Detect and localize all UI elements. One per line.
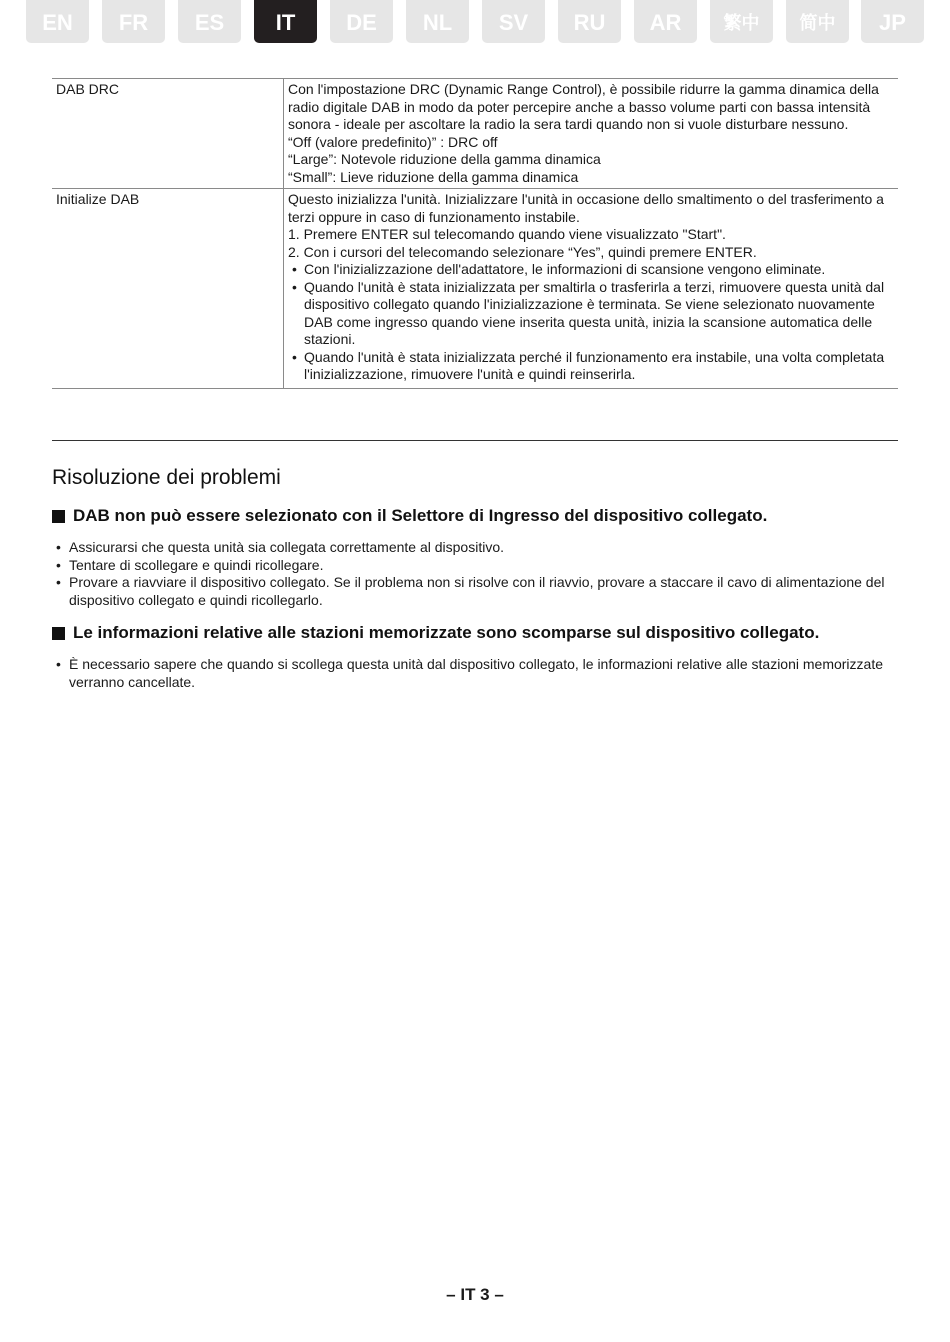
setting-description xyxy=(284,79,899,189)
description-line: “Off (valore predefinito)” : DRC off xyxy=(288,133,498,150)
bullet-icon: • xyxy=(292,261,297,277)
problem-heading-text: Le informazioni relative alle stazioni memorizzate sono scomparse sul dispositivo collegato. xyxy=(73,623,820,642)
description-line: “Small”: Lieve riduzione della gamma dinamica xyxy=(288,168,579,185)
page-number: – IT 3 – xyxy=(446,1285,504,1304)
bullet-text: Con l'inizializzazione dell'adattatore, le informazioni di scansione vengono eliminate. xyxy=(304,261,826,277)
bullet-icon: • xyxy=(292,278,297,295)
table-row-dab-drc xyxy=(52,79,898,189)
tab-fr[interactable]: FR xyxy=(102,0,165,43)
list-item-text: È necessario sapere che quando si scollega questa unità dal dispositivo collegato, le informazioni relative alle stazioni memorizzate verranno cancellate. xyxy=(69,656,884,690)
section-divider xyxy=(52,440,898,441)
tab-en[interactable]: EN xyxy=(26,0,89,43)
list-item-text: Provare a riavviare il dispositivo collegato. Se il problema non si risolve con il riavvio, provare a staccare il cavo di alimentazione del dispositivo collegato e quindi ricollegarlo. xyxy=(69,574,885,608)
tab-de[interactable]: DE xyxy=(330,0,393,43)
square-bullet-icon xyxy=(52,510,65,523)
problem-heading-text: DAB non può essere selezionato con il Selettore di Ingresso del dispositivo collegato. xyxy=(73,506,768,525)
tab-nl[interactable]: NL xyxy=(406,0,469,43)
tab-es[interactable]: ES xyxy=(178,0,241,43)
description-line: Questo inizializza l'unità. Inizializzare l'unità in occasione dello smaltimento o del trasferimento a terzi oppure in caso di funzionamento instabile. xyxy=(288,191,884,225)
square-bullet-icon xyxy=(52,627,65,640)
section-title: Risoluzione dei problemi xyxy=(52,466,281,489)
setting-name: Initialize DAB xyxy=(52,189,284,389)
list-item xyxy=(52,656,898,691)
list-item xyxy=(52,557,898,575)
tab-jp[interactable]: JP xyxy=(861,0,924,43)
description-line: 1. Premere ENTER sul telecomando quando viene visualizzato "Start". xyxy=(288,226,726,242)
list-item xyxy=(52,574,898,609)
bullet-item xyxy=(288,279,894,349)
problem-solution-list xyxy=(52,656,898,691)
list-item-text: Assicurarsi che questa unità sia collegata correttamente al dispositivo. xyxy=(69,539,504,555)
description-line: “Large”: Notevole riduzione della gamma dinamica xyxy=(288,151,601,167)
problem-heading xyxy=(52,506,767,526)
setting-description xyxy=(284,189,899,389)
tab-sv[interactable]: SV xyxy=(482,0,545,43)
description-line: Con l'impostazione DRC (Dynamic Range Control), è possibile ridurre la gamma dinamica della radio digitale DAB in modo da poter percepire anche a basso volume parti con bassa intensità sonora - ideale per ascoltare la radio la sera tardi quando non si vuole disturbare nessuno. xyxy=(288,81,879,132)
list-item-text: Tentare di scollegare e quindi ricollegare. xyxy=(69,556,324,573)
bullet-icon: • xyxy=(56,539,61,555)
tab-it[interactable]: IT xyxy=(254,0,317,43)
list-item xyxy=(52,539,898,557)
problem-solution-list xyxy=(52,539,898,609)
bullet-icon: • xyxy=(292,348,297,365)
bullet-text: Quando l'unità è stata inizializzata perché il funzionamento era instabile, una volta completata l'inizializzazione, rimuovere l'unità e quindi reinserirla. xyxy=(304,348,885,382)
bullet-icon: • xyxy=(56,556,61,573)
tab-ar[interactable]: AR xyxy=(634,0,697,43)
table-row-initialize-dab xyxy=(52,189,898,389)
tab-ru[interactable]: RU xyxy=(558,0,621,43)
description-line: 2. Con i cursori del telecomando selezionare “Yes”, quindi premere ENTER. xyxy=(288,243,757,260)
tab-zh-simplified[interactable]: 简中 xyxy=(786,0,849,43)
bullet-icon: • xyxy=(56,574,61,590)
settings-table xyxy=(52,78,898,389)
tab-zh-traditional[interactable]: 繁中 xyxy=(710,0,773,43)
language-tabs xyxy=(26,0,924,43)
bullet-item xyxy=(288,349,894,384)
setting-name: DAB DRC xyxy=(52,79,284,189)
bullet-icon: • xyxy=(56,656,61,672)
problem-heading xyxy=(52,623,819,643)
bullet-text: Quando l'unità è stata inizializzata per smaltirla o trasferirla a terzi, rimuovere questa unità dal dispositivo collegato quando l'inizializzazione è terminata. Se viene selezionato nuovamente DAB come ingresso quando viene inserita questa unità, inizia la scansione automatica delle stazioni. xyxy=(304,278,885,347)
bullet-item xyxy=(288,261,894,279)
